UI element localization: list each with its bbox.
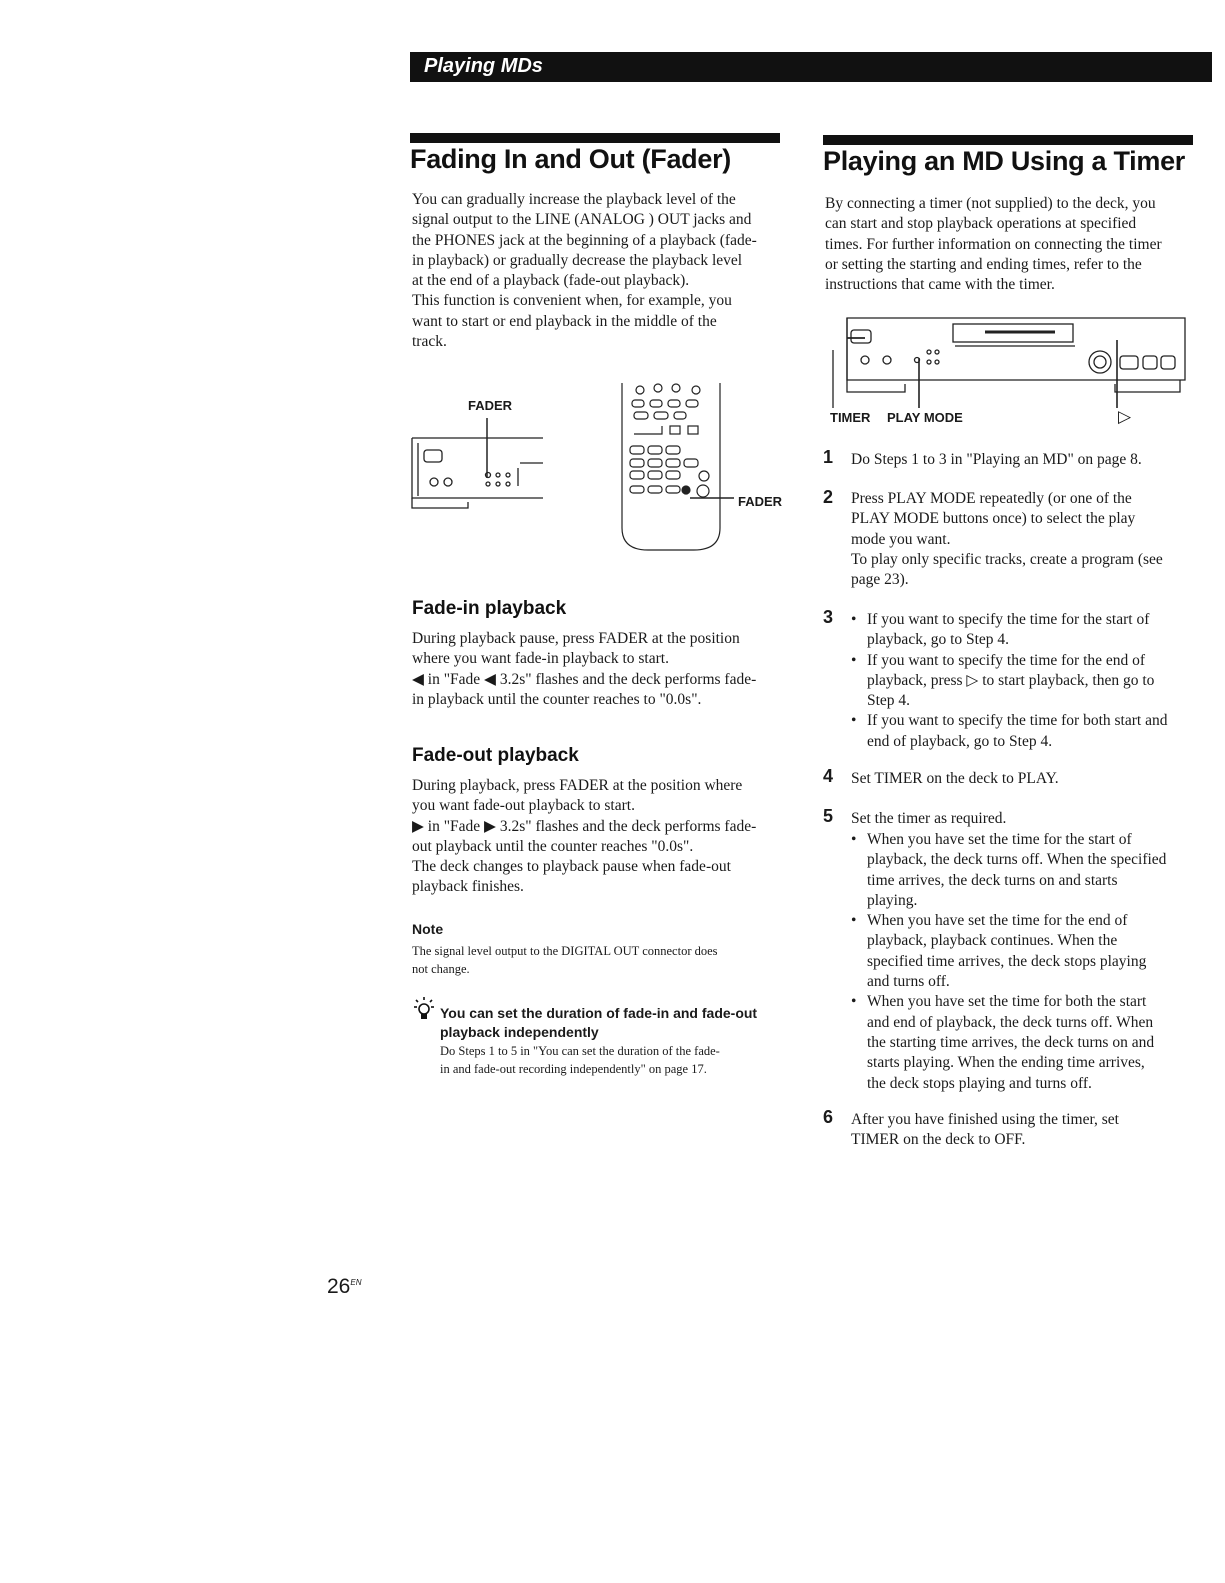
- step-3-bullets: [851, 610, 1196, 752]
- heading-rule-right: [823, 135, 1193, 145]
- play-label: ▷: [1118, 407, 1132, 426]
- bullet-line: • When you have set the time for the start of: [867, 831, 1132, 848]
- step-number: 2: [823, 487, 834, 507]
- bullet-item: [851, 992, 1196, 1093]
- tip-line: in and fade-out recording independently" on page 17.: [440, 1062, 707, 1076]
- page-number: [327, 1275, 361, 1299]
- right-page-title: Playing an MD Using a Timer: [823, 146, 1185, 176]
- left-intro-line: at the end of a playback (fade-out playback).: [412, 272, 690, 290]
- note-heading: Note: [412, 921, 444, 937]
- remote-control-illustration: [622, 383, 734, 550]
- right-intro-line: times. For further information on connecting the timer: [825, 235, 1162, 253]
- page-number-value: 26: [327, 1275, 351, 1298]
- left-intro-line: in playback) or gradually decrease the playback level: [412, 251, 743, 269]
- fade-in-text: [412, 629, 792, 710]
- step-6-text: [851, 1110, 1196, 1151]
- fader-label-deck: FADER: [468, 398, 513, 413]
- timer-label: TIMER: [830, 410, 871, 425]
- bullet-line: time arrives, the deck turns on and starts: [867, 871, 1118, 889]
- tip-title-line: playback independently: [440, 1024, 599, 1040]
- bullet-line: Step 4.: [867, 692, 911, 710]
- step-line: To play only specific tracks, create a program (see: [851, 550, 1163, 568]
- bullet-line: • If you want to specify the time for the start of: [867, 611, 1150, 628]
- fade-out-line: The deck changes to playback pause when fade-out: [412, 858, 731, 876]
- bullet-line: and turns off.: [867, 973, 950, 991]
- right-intro-line: By connecting a timer (not supplied) to the deck, you: [825, 195, 1156, 212]
- bullet-item: [851, 711, 1196, 752]
- step-number: 1: [823, 447, 834, 467]
- fade-out-text: [412, 776, 792, 898]
- bullet-line: playback, the deck turns off. When the specified: [867, 851, 1167, 869]
- step-number: 6: [823, 1107, 834, 1127]
- fade-in-line: ◀ in "Fade ◀ 3.2s" flashes and the deck performs fade-: [412, 670, 757, 688]
- note-line: not change.: [412, 962, 470, 976]
- bullet-line: specified time arrives, the deck stops playing: [867, 952, 1147, 970]
- step-line: PLAY MODE buttons once) to select the play: [851, 510, 1136, 528]
- tip-text: [440, 1042, 800, 1078]
- bullet-line: the starting time arrives, the deck turns on and: [867, 1033, 1155, 1051]
- step-1-text: [851, 450, 1196, 470]
- fade-in-line: where you want fade-in playback to start.: [412, 650, 669, 668]
- right-intro-line: can start and stop playback operations at specified: [825, 215, 1137, 233]
- fader-label-remote: FADER: [738, 494, 783, 509]
- right-intro: [825, 194, 1200, 295]
- bullet-line: starts playing. When the ending time arrives,: [867, 1054, 1145, 1072]
- step-number: 5: [823, 806, 834, 826]
- step-number: 3: [823, 607, 834, 627]
- left-intro-line: You can gradually increase the playback level of the: [412, 191, 736, 208]
- bullet-line: • When you have set the time for both the start: [867, 993, 1147, 1011]
- fade-out-line: During playback, press FADER at the position where: [412, 777, 743, 794]
- left-intro-line: want to start or end playback in the middle of the: [412, 312, 717, 330]
- step-line: page 23).: [851, 571, 909, 589]
- fade-in-line: in playback until the counter reaches to "0.0s".: [412, 690, 702, 708]
- fade-out-line: out playback until the counter reaches "0.0s".: [412, 837, 694, 855]
- heading-rule-left: [410, 133, 780, 143]
- left-intro-line: This function is convenient when, for example, you: [412, 292, 732, 310]
- step-line: TIMER on the deck to OFF.: [851, 1131, 1026, 1149]
- page-number-suffix: EN: [350, 1278, 362, 1287]
- step-5-bullets: [851, 830, 1196, 1094]
- right-intro-line: instructions that came with the timer.: [825, 276, 1055, 294]
- tip-title-line: You can set the duration of fade-in and fade-out: [440, 1005, 758, 1021]
- step-line: mode you want.: [851, 530, 951, 548]
- bullet-line: playback, playback continues. When the: [867, 932, 1118, 950]
- bullet-line: • When you have set the time for the end of: [867, 912, 1128, 930]
- bullet-line: • If you want to specify the time for both start and: [867, 712, 1168, 730]
- bullet-item: [851, 830, 1196, 911]
- section-header-band: [410, 52, 1212, 82]
- note-line: The signal level output to the DIGITAL OUT connector does: [412, 944, 718, 958]
- timer-deck-illustration: [825, 310, 1190, 410]
- left-intro-line: track.: [412, 333, 447, 351]
- bullet-line: and end of playback, the deck turns off. When: [867, 1013, 1154, 1031]
- play-mode-label: PLAY MODE: [887, 410, 963, 425]
- section-title: Playing MDs: [424, 55, 543, 77]
- bullet-line: playing.: [867, 891, 918, 909]
- fade-in-heading: Fade-in playback: [412, 598, 567, 619]
- bullet-item: [851, 911, 1196, 992]
- step-line: Do Steps 1 to 3 in "Playing an MD" on page 8.: [851, 451, 1142, 468]
- right-intro-line: or setting the starting and ending times, refer to the: [825, 255, 1142, 273]
- step-line: Set the timer as required.: [851, 810, 1007, 827]
- bullet-line: playback, go to Step 4.: [867, 631, 1010, 649]
- deck-front-illustration: [412, 418, 543, 508]
- tip-title: [440, 1004, 757, 1042]
- fader-illustration: [408, 378, 788, 558]
- fade-in-line: During playback pause, press FADER at the position: [412, 630, 740, 647]
- note-text: [412, 942, 792, 978]
- fade-out-line: ▶ in "Fade ▶ 3.2s" flashes and the deck performs fade-: [412, 817, 757, 835]
- bullet-line: end of playback, go to Step 4.: [867, 732, 1053, 750]
- step-2-text: [851, 489, 1196, 590]
- fade-out-line: playback finishes.: [412, 878, 524, 896]
- left-intro: [412, 190, 792, 352]
- step-number: 4: [823, 766, 834, 786]
- tip-line: Do Steps 1 to 5 in "You can set the duration of the fade-: [440, 1044, 720, 1058]
- step-4-text: [851, 769, 1196, 789]
- fade-out-heading: Fade-out playback: [412, 745, 579, 766]
- step-line: After you have finished using the timer, set: [851, 1111, 1119, 1128]
- left-page-title: Fading In and Out (Fader): [410, 144, 731, 174]
- bullet-line: • If you want to specify the time for the end of: [867, 651, 1146, 669]
- left-intro-line: signal output to the LINE (ANALOG ) OUT jacks and: [412, 211, 752, 229]
- lightbulb-icon: [413, 996, 435, 1022]
- bullet-item: [851, 651, 1196, 712]
- bullet-line: playback, press ▷ to start playback, then go to: [867, 671, 1155, 689]
- fade-out-line: you want fade-out playback to start.: [412, 797, 635, 815]
- bullet-item: [851, 610, 1196, 651]
- step-line: Press PLAY MODE repeatedly (or one of the: [851, 490, 1132, 507]
- bullet-line: the deck stops playing and turns off.: [867, 1074, 1092, 1092]
- step-line: Set TIMER on the deck to PLAY.: [851, 770, 1059, 787]
- left-intro-line: the PHONES jack at the beginning of a playback (fade-: [412, 231, 757, 249]
- step-5-text: [851, 809, 1196, 829]
